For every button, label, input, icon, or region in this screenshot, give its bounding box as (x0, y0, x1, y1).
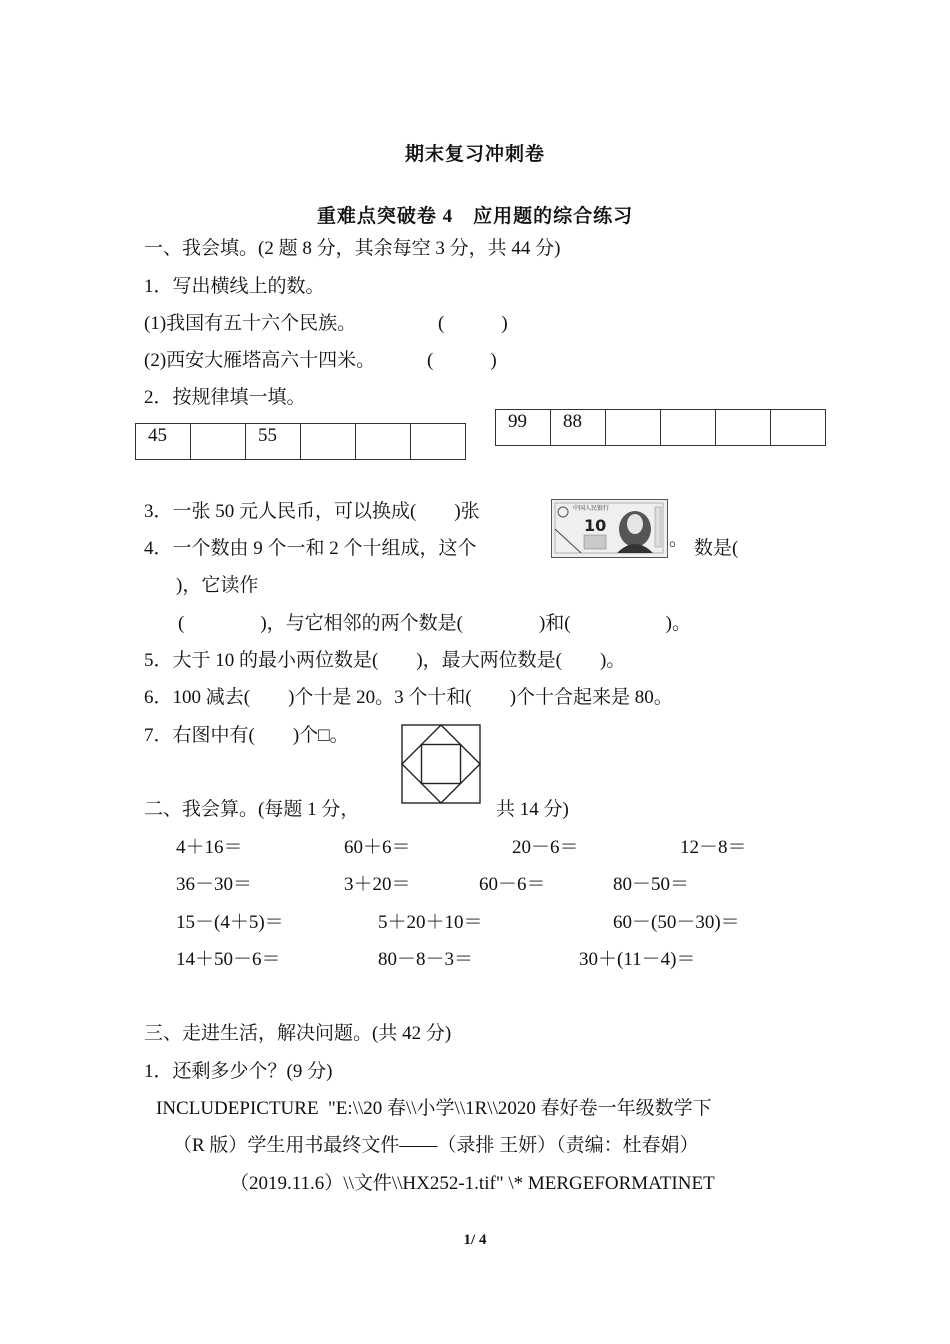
sequence-cell[interactable]: 88 (551, 410, 606, 446)
calc-item: 4＋16＝ (176, 837, 243, 858)
q1-1-text: (1)我国有五十六个民族。 (144, 313, 357, 334)
q3-text: 3．一张 50 元人民币，可以换成( )张 (144, 501, 480, 522)
sequence-cell[interactable]: 55 (246, 424, 301, 460)
q1-2-answer-blank[interactable]: ( ) (427, 350, 497, 371)
sequence-cell[interactable] (356, 424, 411, 460)
q1-2-text: (2)西安大雁塔高六十四米。 (144, 350, 376, 371)
sequence-cell[interactable] (716, 410, 771, 446)
calc-item: 36－30＝ (176, 874, 253, 895)
q7-text: 7．右图中有( )个□。 (144, 725, 349, 746)
calc-item: 15－(4＋5)＝ (176, 912, 284, 933)
q5-text: 5．大于 10 的最小两位数是( )，最大两位数是( )。 (144, 650, 626, 671)
section3-heading: 三、走进生活，解决问题。(共 42 分) (144, 1023, 452, 1044)
include-picture-line2: （R 版）学生用书最终文件——（录排 王妍）（责编：杜春娟） (173, 1135, 699, 1156)
nested-squares-figure (401, 724, 482, 805)
ten-yuan-banknote-image (551, 499, 668, 558)
q4-text-part3: )，它读作 (176, 575, 259, 596)
banknote-value: 10 (584, 516, 607, 535)
calc-item: 80－8－3＝ (378, 949, 474, 970)
sequence-cell[interactable] (411, 424, 466, 460)
q4-text-part1: 4．一个数由 9 个一和 2 个十组成，这个 (144, 538, 477, 559)
sequence-table-b (495, 409, 826, 446)
sequence-cell[interactable] (191, 424, 246, 460)
section2-heading: 二、我会算。(每题 1 分， (144, 799, 360, 820)
calc-item: 30＋(11－4)＝ (579, 949, 696, 970)
calc-item: 5＋20＋10＝ (378, 912, 483, 933)
calc-item: 80－50＝ (613, 874, 690, 895)
calc-item: 3＋20＝ (344, 874, 411, 895)
page-number: 1/ 4 (463, 1232, 487, 1248)
sequence-cell[interactable] (661, 410, 716, 446)
q2-text: 2．按规律填一填。 (144, 387, 306, 408)
sequence-cell[interactable] (301, 424, 356, 460)
calc-item: 60＋6＝ (344, 837, 411, 858)
calc-item: 60－6＝ (479, 874, 546, 895)
q3-end: 。 (669, 529, 689, 550)
sequence-table-a (135, 423, 466, 460)
sequence-cell[interactable]: 99 (496, 410, 551, 446)
calc-item: 20－6＝ (512, 837, 579, 858)
include-picture-line3: （2019.11.6）\\文件\\HX252-1.tif" \* MERGEFORMATINET (230, 1173, 715, 1194)
sequence-cell[interactable] (771, 410, 826, 446)
q4-text-part4: ( )，与它相邻的两个数是( )和( )。 (178, 613, 691, 634)
q6-text: 6．100 减去( )个十是 20。3 个十和( )个十合起来是 80。 (144, 687, 673, 708)
calc-item: 12－8＝ (680, 837, 747, 858)
section2-heading-end: 共 14 分) (496, 799, 569, 820)
q4-text-part2: 数是( (694, 538, 739, 559)
q1-1-answer-blank[interactable]: ( ) (438, 313, 508, 334)
banknote-bank-name: 中国人民银行 (573, 505, 610, 512)
calc-item: 14＋50－6＝ (176, 949, 281, 970)
include-picture-line1: INCLUDEPICTURE "E:\\20 春\\小学\\1R\\2020 春好卷一年级数学下 (156, 1098, 712, 1119)
sequence-cell[interactable]: 45 (136, 424, 191, 460)
q1-text: 1．写出横线上的数。 (144, 276, 325, 297)
exam-subtitle: 重难点突破卷 4 应用题的综合练习 (316, 206, 634, 227)
calc-item: 60－(50－30)＝ (613, 912, 740, 933)
s3-q1-text: 1．还剩多少个？(9 分) (144, 1061, 333, 1082)
sequence-cell[interactable] (606, 410, 661, 446)
exam-title: 期末复习冲刺卷 (404, 144, 545, 165)
section1-heading: 一、我会填。(2 题 8 分，其余每空 3 分，共 44 分) (144, 238, 561, 259)
